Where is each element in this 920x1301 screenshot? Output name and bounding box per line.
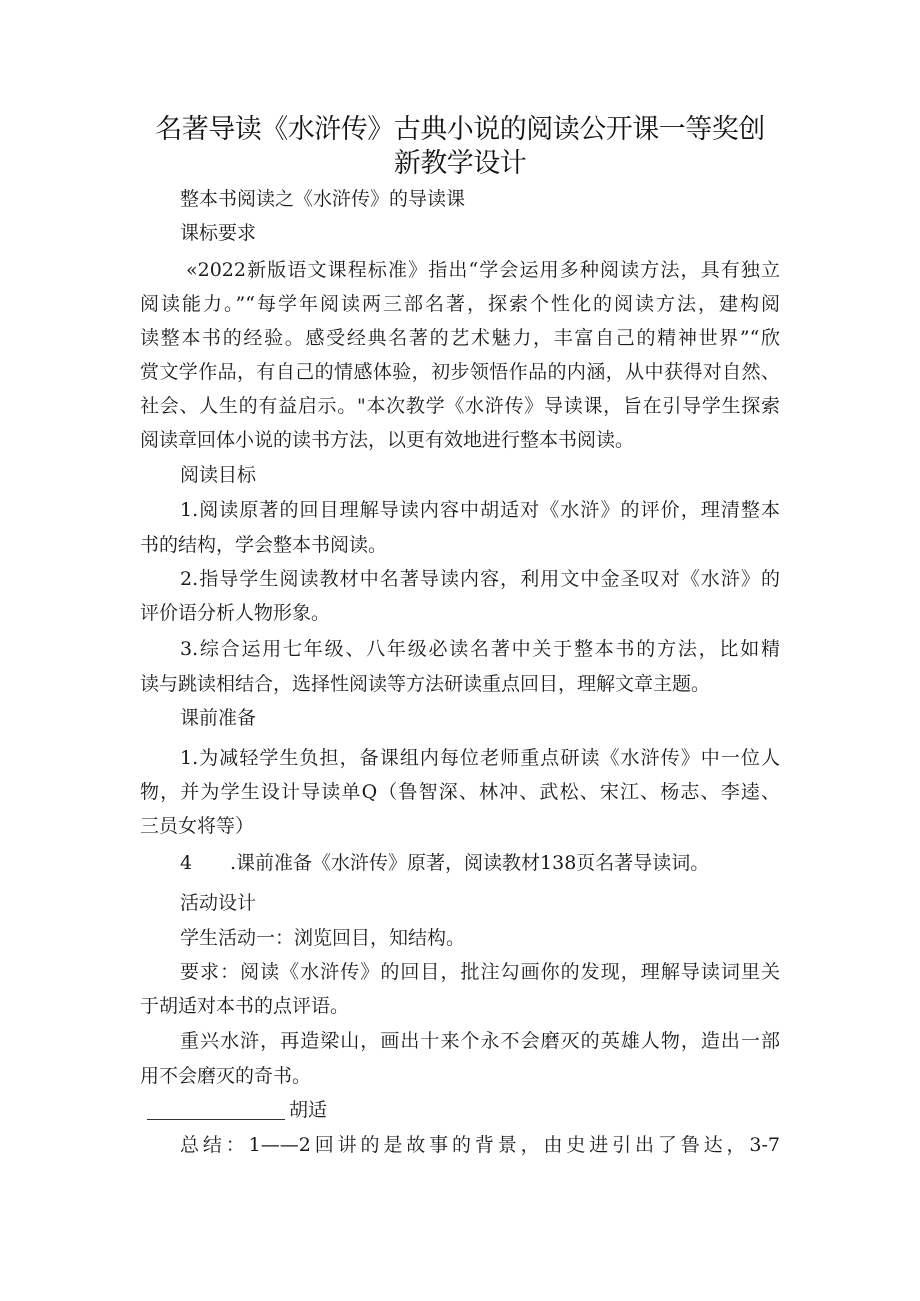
prep-1-line: 物，并为学生设计导读单Q（鲁智深、林冲、武松、宋江、杨志、李逵、 [140,781,780,803]
section-heading-activity: 活动设计 [180,892,257,914]
curriculum-paragraph-line: 阅读章回体小说的读书方法，以更有效地进行整本书阅读。 [140,429,635,451]
quote-line: 重兴水浒，再造梁山，画出十来个永不会磨灭的英雄人物，造出一部 [180,1030,780,1052]
section-heading-prep: 课前准备 [180,707,257,729]
goal-1-line: 书的结构，学会整本书阅读。 [140,534,388,556]
prep-1-line: 三员女将等） [140,815,255,837]
curriculum-paragraph-line: «2022新版语文课程标准》指出“学会运用多种阅读方法，具有独立 [186,259,780,281]
curriculum-paragraph-line: 赏文学作品，有自己的情感体验，初步领悟作品的内涵，从中获得对自然、 [140,361,780,383]
prep-2-number: 4 [180,852,193,874]
goal-2-line: 评价语分析人物形象。 [140,602,331,624]
summary-line: 总结：1——2回讲的是故事的背景，由史进引出了鲁达，3-7 [180,1134,780,1156]
section-heading-curriculum: 课标要求 [180,222,257,244]
signature-rule [147,1119,285,1120]
goal-2-line: 2.指导学生阅读教材中名著导读内容，利用文中金圣叹对《水浒》的 [180,568,780,590]
prep-1-line: 1.为减轻学生负担，备课组内每位老师重点研读《水浒传》中一位人 [180,747,780,769]
document-title-line-2: 新教学设计 [393,148,527,179]
goal-1-line: 1.阅读原著的回目理解导读内容中胡适对《水浒》的评价，理清整本 [180,499,780,521]
curriculum-paragraph-line: 读整本书的经验。感受经典名著的艺术魅力，丰富自己的精神世界”“欣 [140,327,780,349]
document-subtitle: 整本书阅读之《水浒传》的导读课 [180,188,466,210]
prep-2-text: .课前准备《水浒传》原著，阅读教材138页名著导读词。 [230,852,710,874]
curriculum-paragraph-line: 社会、人生的有益启示。"本次教学《水浒传》导读课，旨在引导学生探索 [140,395,780,417]
requirement-line: 要求：阅读《水浒传》的回目，批注勾画你的发现，理解导读词里关 [180,961,780,983]
curriculum-paragraph-line: 阅读能力。”“每学年阅读两三部名著，探索个性化的阅读方法，建构阅 [140,293,780,315]
section-heading-goals: 阅读目标 [180,464,257,486]
requirement-line: 于胡适对本书的点评语。 [140,995,350,1017]
activity-1-heading: 学生活动一：浏览回目，知结构。 [180,927,466,949]
quote-line: 用不会磨灭的奇书。 [140,1065,312,1087]
document-title-line-1: 名著导读《水浒传》古典小说的阅读公开课一等奖创 [155,114,765,145]
goal-3-line: 读与跳读相结合，选择性阅读等方法研读重点回目，理解文章主题。 [140,673,711,695]
goal-3-line: 3.综合运用七年级、八年级必读名著中关于整本书的方法，比如精 [180,638,780,660]
quote-author: 胡适 [289,1099,328,1121]
